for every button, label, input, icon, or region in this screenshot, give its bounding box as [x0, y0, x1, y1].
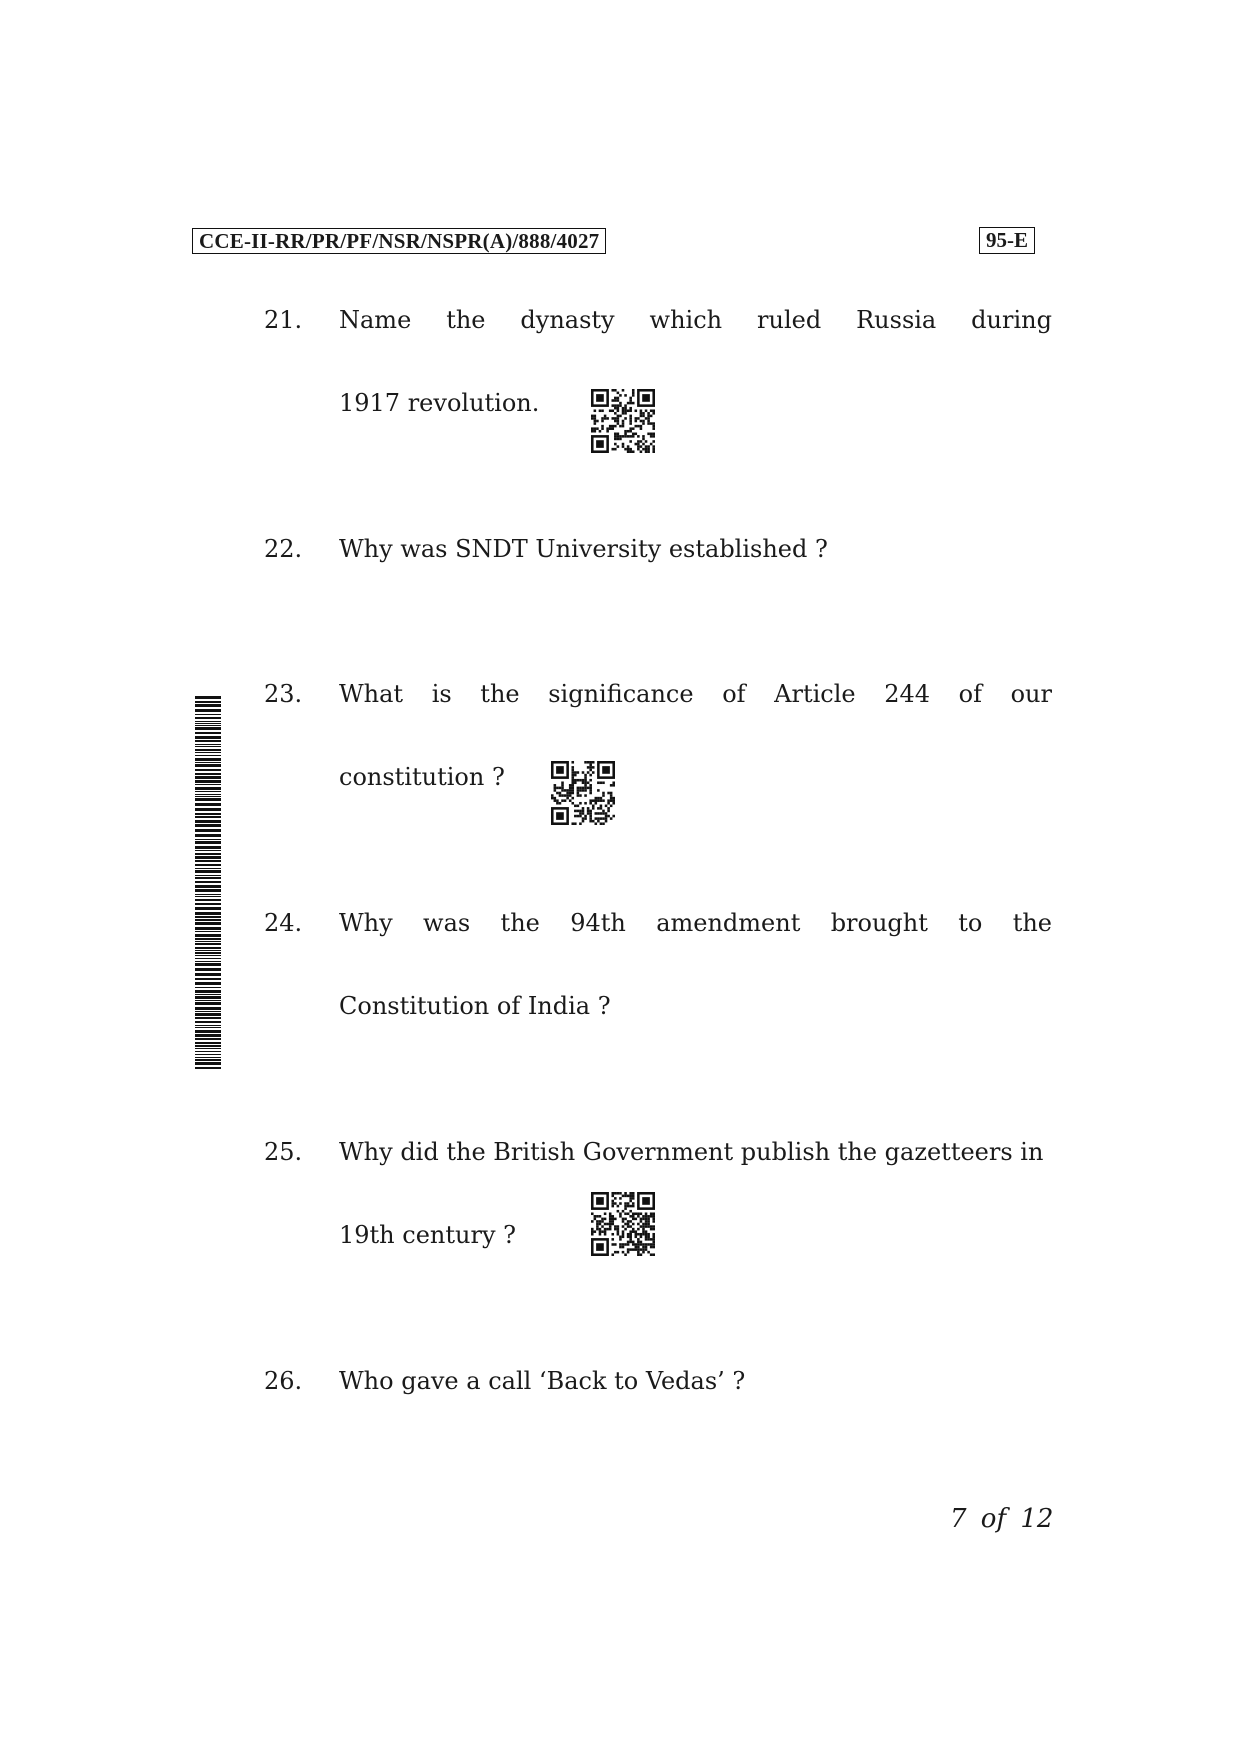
qr-code-icon: [591, 389, 655, 453]
question-26-number: 26.: [264, 1367, 303, 1395]
question-word: 244: [884, 680, 931, 708]
question-26-line-1: Who gave a call ‘Back to Vedas’ ?: [339, 1367, 746, 1395]
question-word: is: [431, 680, 452, 708]
question-24-line-1: [339, 908, 1052, 938]
paper-code: CCE-II-RR/PR/PF/NSR/NSPR(A)/888/4027: [192, 228, 606, 254]
question-23-number: 23.: [264, 680, 303, 708]
question-word: was: [423, 909, 471, 937]
qr-code-icon: [551, 761, 615, 825]
question-word: significance: [548, 680, 694, 708]
question-23-line-1: [339, 679, 1052, 709]
question-word: What: [339, 680, 404, 708]
question-word: Why: [339, 909, 393, 937]
question-word: amendment: [656, 909, 801, 937]
barcode-icon: [195, 696, 221, 1070]
question-word: 94th: [570, 909, 626, 937]
question-word: ruled: [757, 306, 822, 334]
question-word: the: [1012, 909, 1052, 937]
question-word: Russia: [856, 306, 937, 334]
question-word: to: [958, 909, 983, 937]
question-25-number: 25.: [264, 1138, 303, 1166]
question-word: Name: [339, 306, 412, 334]
question-word: during: [971, 306, 1052, 334]
question-word: the: [500, 909, 540, 937]
question-word: dynasty: [520, 306, 615, 334]
paper-set-code: 95-E: [979, 227, 1035, 254]
question-21-number: 21.: [264, 306, 303, 334]
question-word: of: [722, 680, 746, 708]
question-word: our: [1010, 680, 1052, 708]
page-number: 7 of 12: [950, 1504, 1054, 1534]
question-word: the: [446, 306, 486, 334]
qr-code-icon: [591, 1192, 655, 1256]
question-word: of: [958, 680, 982, 708]
question-word: brought: [830, 909, 928, 937]
question-23-line-2: constitution ?: [339, 763, 505, 791]
question-word: the: [480, 680, 520, 708]
question-25-line-1: Why did the British Government publish the gazetteers in: [339, 1138, 1044, 1166]
question-21-line-1: [339, 305, 1052, 335]
question-24-line-2: Constitution of India ?: [339, 992, 611, 1020]
question-22-number: 22.: [264, 535, 303, 563]
question-25-line-2: 19th century ?: [339, 1221, 516, 1249]
question-word: Article: [774, 680, 856, 708]
question-word: which: [649, 306, 723, 334]
question-21-line-2: 1917 revolution.: [339, 389, 540, 417]
question-22-line-1: Why was SNDT University established ?: [339, 535, 828, 563]
question-24-number: 24.: [264, 909, 303, 937]
